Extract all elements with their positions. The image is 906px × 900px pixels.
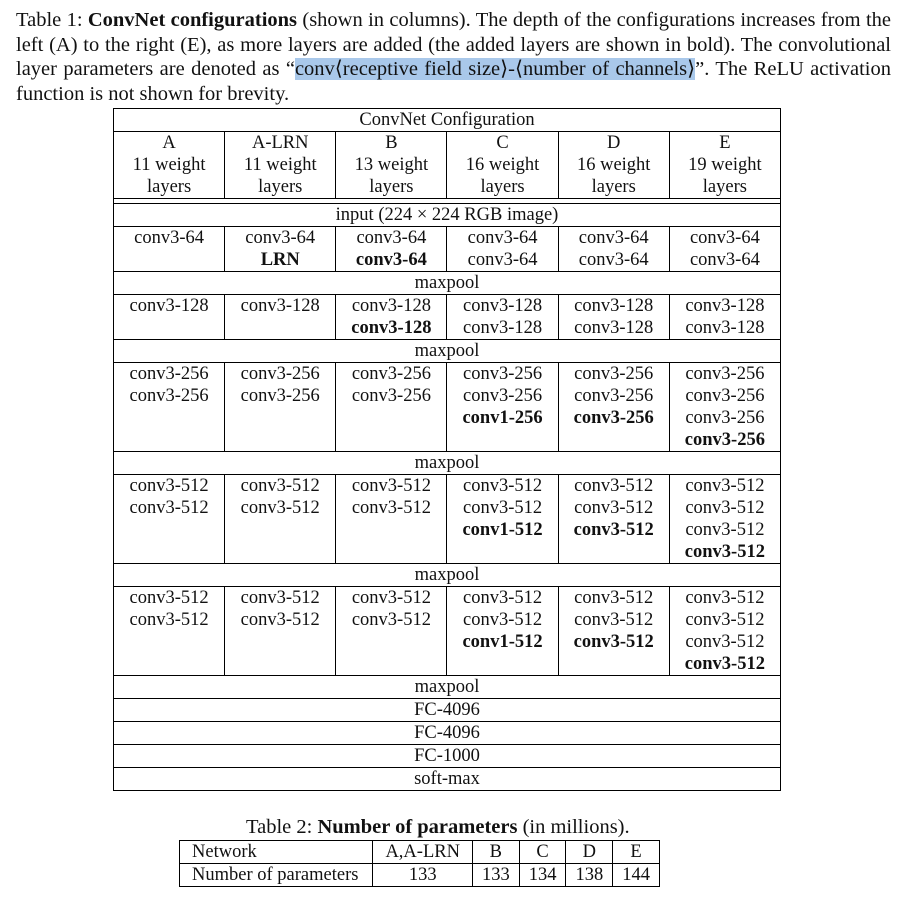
table2-value-cell: 133 [472,864,519,887]
layer-entry: conv3-512 [684,542,765,562]
depth-cell [225,154,336,199]
maxpool-row: maxpool [114,452,781,475]
layer-cell [447,475,558,564]
layer-entry: conv1-256 [462,408,543,428]
layer-block-row [114,475,781,564]
table2-header-label: Network [180,841,373,864]
layer-entry: LRN [260,250,300,270]
depth-cell [114,154,225,199]
layer-cell [558,475,669,564]
caption2-prefix: Table 2: [246,816,318,838]
layer-entry: conv3-128 [574,318,654,338]
layer-entry: conv3-256 [685,408,765,428]
layer-cell [336,363,447,452]
layer-entry: conv3-256 [574,386,654,406]
layer-entry: conv3-64 [467,228,538,248]
layer-cell [447,227,558,272]
caption1-bold: ConvNet configurations [87,9,298,31]
column-header-d: D [558,132,669,155]
depth-line: layers [369,177,414,197]
layer-entry: conv3-512 [574,588,654,608]
layer-entry: conv3-512 [240,610,320,630]
layer-entry: conv3-256 [685,364,765,384]
maxpool-row: maxpool [114,272,781,295]
layer-cell [558,227,669,272]
layer-entry: conv3-256 [573,408,654,428]
layer-cell [114,295,225,340]
tail-row-fc-4096: FC-4096 [114,699,781,722]
layer-entry: conv3-512 [351,610,431,630]
layer-entry: conv3-512 [574,476,654,496]
table2-header-cell: B [472,841,519,864]
layer-entry: conv3-512 [240,498,320,518]
layer-cell [114,587,225,676]
layer-cell [669,227,780,272]
layer-entry: conv3-128 [240,296,320,316]
layer-entry: conv3-64 [355,250,427,270]
layer-entry: conv3-512 [574,610,654,630]
layer-entry: conv3-512 [574,498,654,518]
tail-row-soft-max: soft-max [114,768,781,791]
layer-entry: conv1-512 [462,520,543,540]
layer-entry: conv3-512 [351,498,431,518]
depth-line: layers [591,177,636,197]
layer-entry: conv3-512 [240,588,320,608]
depth-cell [558,154,669,199]
layer-cell [669,363,780,452]
layer-cell [669,587,780,676]
layer-entry: conv3-128 [685,296,765,316]
parameters-table [179,840,660,887]
caption2-bold: Number of parameters [317,816,518,838]
layer-block-row [114,363,781,452]
layer-cell [114,475,225,564]
depth-line: 16 weight [465,155,540,175]
caption2-suffix: (in millions). [517,816,630,838]
depth-line: layers [258,177,303,197]
layer-entry: conv3-128 [462,296,543,316]
depth-cell [669,154,780,199]
layer-entry: conv3-256 [462,364,543,384]
layer-entry: conv3-128 [351,318,432,338]
column-header-c: C [447,132,558,155]
selected-text-highlight[interactable]: conv⟨receptive field size⟩-⟨number of channels⟩ [294,58,696,80]
layer-cell [558,587,669,676]
layer-entry: conv3-64 [689,228,760,248]
layer-cell [225,587,336,676]
table2-caption [246,815,630,839]
layer-entry: conv3-512 [129,610,209,630]
table1-caption [16,8,891,106]
layer-entry: conv3-256 [462,386,543,406]
layer-cell [225,475,336,564]
layer-entry: conv3-256 [240,364,320,384]
layer-entry: conv3-128 [351,296,431,316]
layer-cell [558,295,669,340]
layer-cell [558,363,669,452]
table2-value-cell: 133 [373,864,473,887]
input-row: input (224 × 224 RGB image) [114,204,781,227]
column-header-e: E [669,132,780,155]
layer-entry: conv3-512 [351,588,431,608]
layer-entry: conv3-512 [684,654,765,674]
caption1-text-b: ”. The ReLU activation function is not shown for brevity. [16,58,892,105]
layer-cell [225,227,336,272]
convnet-configuration-table [113,108,781,791]
layer-entry: conv3-512 [685,520,765,540]
layer-cell [336,587,447,676]
layer-cell [336,227,447,272]
layer-entry: conv3-256 [351,386,431,406]
layer-block-row [114,227,781,272]
table2-value-cell: 134 [519,864,566,887]
layer-entry: conv3-256 [240,386,320,406]
layer-entry: conv3-256 [129,386,209,406]
layer-entry: conv3-512 [685,610,765,630]
tail-row-maxpool: maxpool [114,676,781,699]
layer-entry: conv3-512 [462,498,543,518]
layer-entry: conv3-512 [685,476,765,496]
layer-entry: conv3-512 [462,588,543,608]
tail-row-fc-4096: FC-4096 [114,722,781,745]
layer-entry: conv3-256 [351,364,431,384]
layer-entry: conv3-128 [574,296,654,316]
depth-line: 19 weight [688,155,762,175]
column-header-a: A [114,132,225,155]
maxpool-row: maxpool [114,340,781,363]
table2-header-cell: C [519,841,566,864]
layer-entry: conv3-512 [129,588,209,608]
depth-line: layers [146,177,192,197]
layer-entry: conv3-64 [578,250,649,270]
table2-row-label: Number of parameters [180,864,373,887]
table2-value-cell: 144 [613,864,660,887]
layer-cell [336,475,447,564]
table2-header-cell: A,A-LRN [373,841,473,864]
table2-value-cell: 138 [566,864,613,887]
layer-entry: conv3-64 [245,228,316,248]
layer-entry: conv3-512 [685,498,765,518]
layer-entry: conv3-128 [129,296,209,316]
layer-cell [447,363,558,452]
layer-cell [447,587,558,676]
tail-row-fc-1000: FC-1000 [114,745,781,768]
layer-entry: conv3-128 [685,318,765,338]
depth-line: 16 weight [576,155,651,175]
layer-entry: conv3-256 [684,430,765,450]
caption1-prefix: Table 1: [16,9,88,31]
layer-entry: conv3-128 [462,318,543,338]
depth-cell [447,154,558,199]
layer-cell [225,363,336,452]
layer-entry: conv3-64 [134,228,205,248]
depth-line: layers [480,177,525,197]
layer-entry: conv3-512 [129,476,209,496]
layer-entry: conv3-512 [462,476,543,496]
table2-header-cell: D [566,841,613,864]
layer-entry: conv3-256 [685,386,765,406]
layer-entry: conv3-512 [685,588,765,608]
layer-entry: conv3-64 [356,228,427,248]
depth-cell [336,154,447,199]
layer-entry: conv3-512 [240,476,320,496]
column-header-a-lrn: A-LRN [225,132,336,155]
layer-entry: conv3-512 [573,632,654,652]
layer-entry: conv3-64 [578,228,649,248]
layer-cell [114,363,225,452]
depth-line: 13 weight [354,155,429,175]
depth-line: 11 weight [243,155,317,175]
column-header-b: B [336,132,447,155]
layer-entry: conv3-64 [689,250,760,270]
layer-cell [114,227,225,272]
layer-entry: conv3-512 [573,520,654,540]
layer-cell [447,295,558,340]
layer-entry: conv1-512 [462,632,543,652]
layer-cell [669,295,780,340]
layer-entry: conv3-256 [129,364,209,384]
caption1-text-a: (shown in columns). The depth of the configurations increases from the left (A) to the right (E), as more layers are added (the added layers are shown in bold). The convolutional layer parameters are denoted as “ [16,9,892,80]
table2-header-cell: E [613,841,660,864]
depth-line: 11 weight [132,155,206,175]
table1-title: ConvNet Configuration [114,109,781,132]
layer-entry: conv3-512 [685,632,765,652]
layer-cell [336,295,447,340]
layer-block-row [114,587,781,676]
layer-cell [669,475,780,564]
layer-entry: conv3-512 [462,610,543,630]
layer-cell [225,295,336,340]
layer-entry: conv3-512 [129,498,209,518]
maxpool-row: maxpool [114,564,781,587]
layer-entry: conv3-256 [574,364,654,384]
layer-block-row [114,295,781,340]
layer-entry: conv3-64 [467,250,538,270]
depth-line: layers [702,177,747,197]
layer-entry: conv3-512 [351,476,431,496]
